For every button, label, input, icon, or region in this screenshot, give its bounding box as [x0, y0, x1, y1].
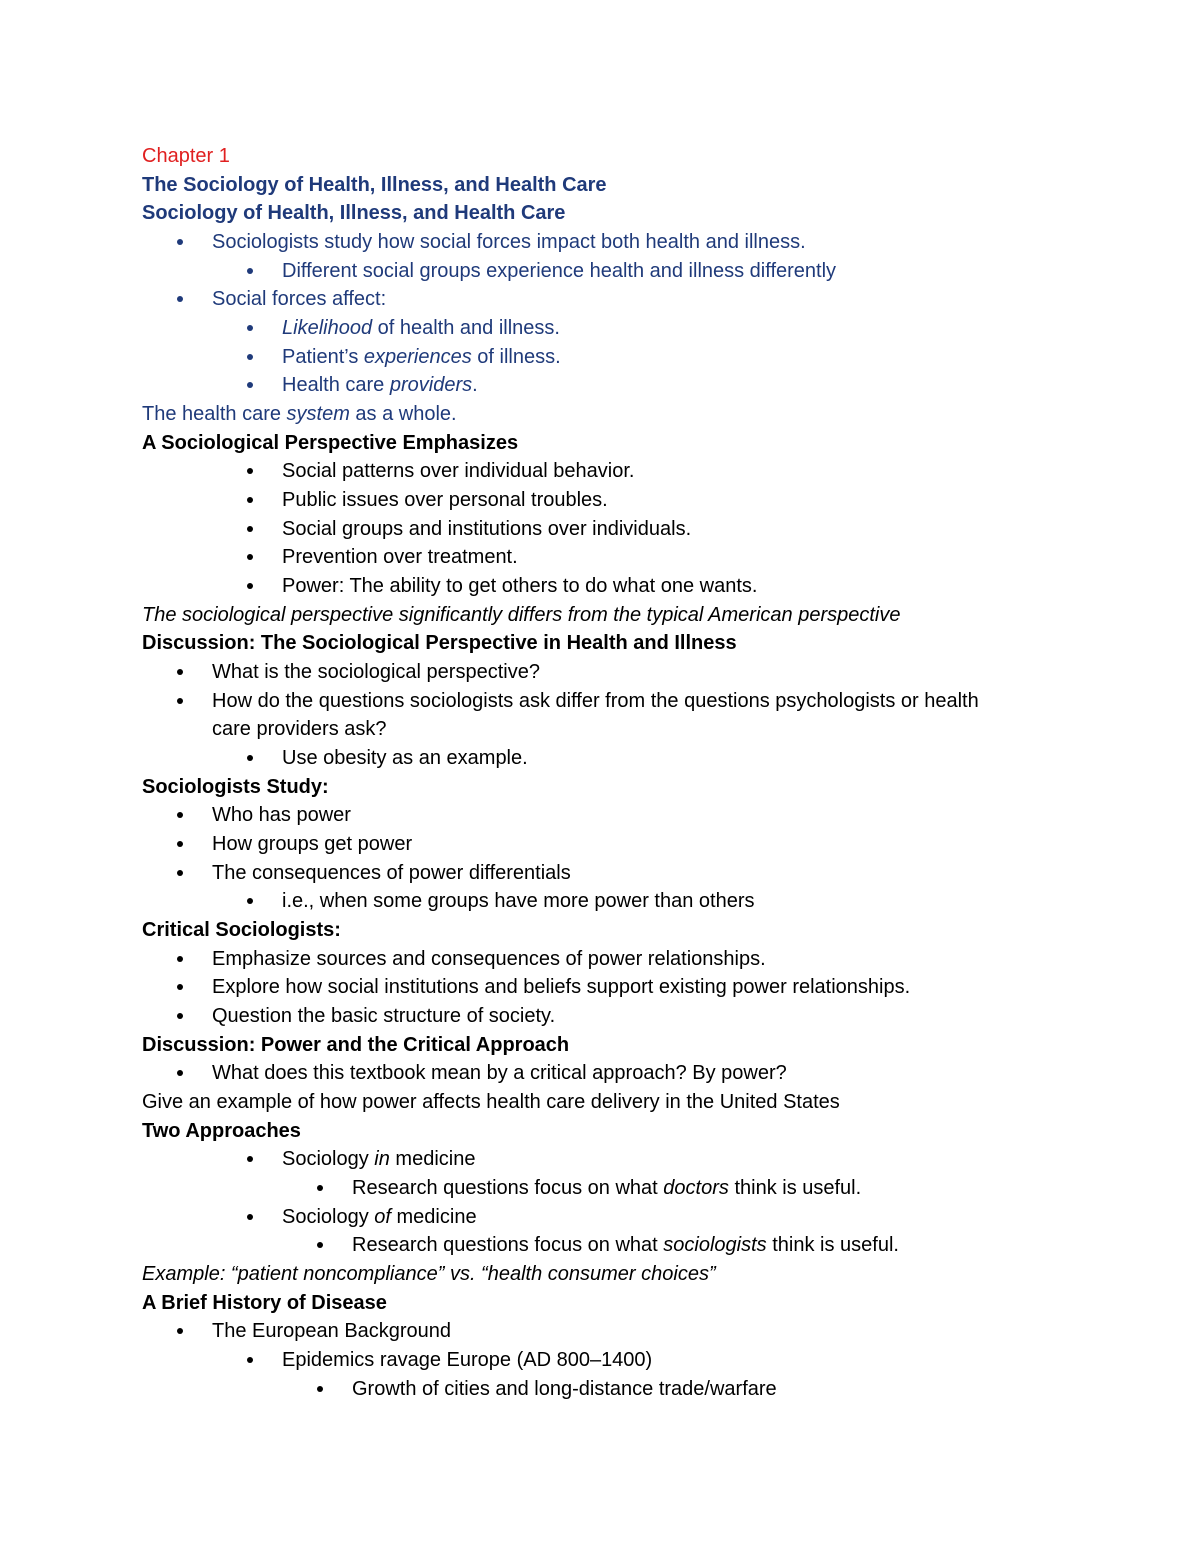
bullet-icon — [247, 1156, 253, 1162]
bullet-icon — [177, 239, 183, 245]
bullet-icon — [247, 268, 253, 274]
list-item: Social forces affect: — [212, 285, 386, 314]
bullet-icon — [247, 497, 253, 503]
bullet-icon — [247, 325, 253, 331]
bullet-icon — [247, 382, 253, 388]
bullet-icon — [177, 984, 183, 990]
section-heading: Two Approaches — [142, 1120, 301, 1142]
bullet-icon — [177, 870, 183, 876]
list-item: Different social groups experience health and illness differently — [282, 257, 836, 286]
example-note: Example: “patient noncompliance” vs. “health consumer choices” — [142, 1263, 716, 1285]
list-item: Who has power — [212, 801, 351, 830]
list-item: Epidemics ravage Europe (AD 800–1400) — [282, 1346, 652, 1375]
list-item: i.e., when some groups have more power than others — [282, 887, 754, 916]
section-heading: Sociology of Health, Illness, and Health Care — [142, 202, 566, 224]
bullet-icon — [247, 1214, 253, 1220]
document-title: The Sociology of Health, Illness, and Health Care — [142, 174, 607, 196]
list-item: Social groups and institutions over individuals. — [282, 515, 691, 544]
bullet-icon — [247, 526, 253, 532]
list-item: What is the sociological perspective? — [212, 658, 540, 687]
bullet-icon — [177, 669, 183, 675]
bullet-icon — [177, 1070, 183, 1076]
list-item: Sociology in medicine — [282, 1145, 475, 1174]
section-heading: Critical Sociologists: — [142, 919, 341, 941]
bullet-icon — [177, 698, 183, 704]
list-item: The European Background — [212, 1317, 451, 1346]
list-item: Research questions focus on what sociologists think is useful. — [352, 1231, 899, 1260]
list-item: The consequences of power differentials — [212, 859, 571, 888]
section-heading: A Sociological Perspective Emphasizes — [142, 432, 519, 454]
bullet-icon — [247, 554, 253, 560]
bullet-icon — [247, 583, 253, 589]
section-heading: Sociologists Study: — [142, 776, 329, 798]
bullet-icon — [317, 1242, 323, 1248]
bullet-icon — [317, 1386, 323, 1392]
section-heading: A Brief History of Disease — [142, 1292, 387, 1314]
bullet-icon — [177, 956, 183, 962]
bullet-icon — [177, 841, 183, 847]
bullet-icon — [317, 1185, 323, 1191]
list-item: Emphasize sources and consequences of power relationships. — [212, 945, 766, 974]
bullet-icon — [247, 468, 253, 474]
list-item: Power: The ability to get others to do what one wants. — [282, 572, 757, 601]
list-item: Sociology of medicine — [282, 1203, 477, 1232]
list-item: Patient’s experiences of illness. — [282, 343, 561, 372]
list-item: Sociologists study how social forces impact both health and illness. — [212, 228, 806, 257]
list-item: Research questions focus on what doctors think is useful. — [352, 1174, 861, 1203]
paragraph: The health care system as a whole. — [142, 403, 457, 425]
list-item: Explore how social institutions and beliefs support existing power relationships. — [212, 973, 910, 1002]
bullet-icon — [177, 1013, 183, 1019]
section-heading: Discussion: Power and the Critical Approach — [142, 1034, 570, 1056]
bullet-icon — [247, 354, 253, 360]
bullet-icon — [177, 296, 183, 302]
list-item: Growth of cities and long-distance trade/warfare — [352, 1375, 777, 1404]
bullet-icon — [177, 812, 183, 818]
list-item: What does this textbook mean by a critical approach? By power? — [212, 1059, 787, 1088]
list-item: How do the questions sociologists ask differ from the questions psychologists or health — [212, 687, 979, 716]
section-heading: Discussion: The Sociological Perspective in Health and Illness — [142, 632, 737, 654]
chapter-label: Chapter 1 — [142, 145, 230, 167]
list-item: Question the basic structure of society. — [212, 1002, 555, 1031]
note: The sociological perspective significantly differs from the typical American perspective — [142, 604, 901, 626]
bullet-icon — [247, 755, 253, 761]
list-item: Social patterns over individual behavior. — [282, 457, 634, 486]
paragraph: Give an example of how power affects health care delivery in the United States — [142, 1091, 840, 1113]
list-item: Use obesity as an example. — [282, 744, 528, 773]
bullet-icon — [247, 898, 253, 904]
list-item: Likelihood of health and illness. — [282, 314, 560, 343]
bullet-icon — [247, 1357, 253, 1363]
list-item: Public issues over personal troubles. — [282, 486, 608, 515]
list-item: How groups get power — [212, 830, 412, 859]
list-item: Health care providers. — [282, 371, 478, 400]
list-item: Prevention over treatment. — [282, 543, 518, 572]
list-item-continuation: care providers ask? — [212, 718, 387, 740]
bullet-icon — [177, 1328, 183, 1334]
